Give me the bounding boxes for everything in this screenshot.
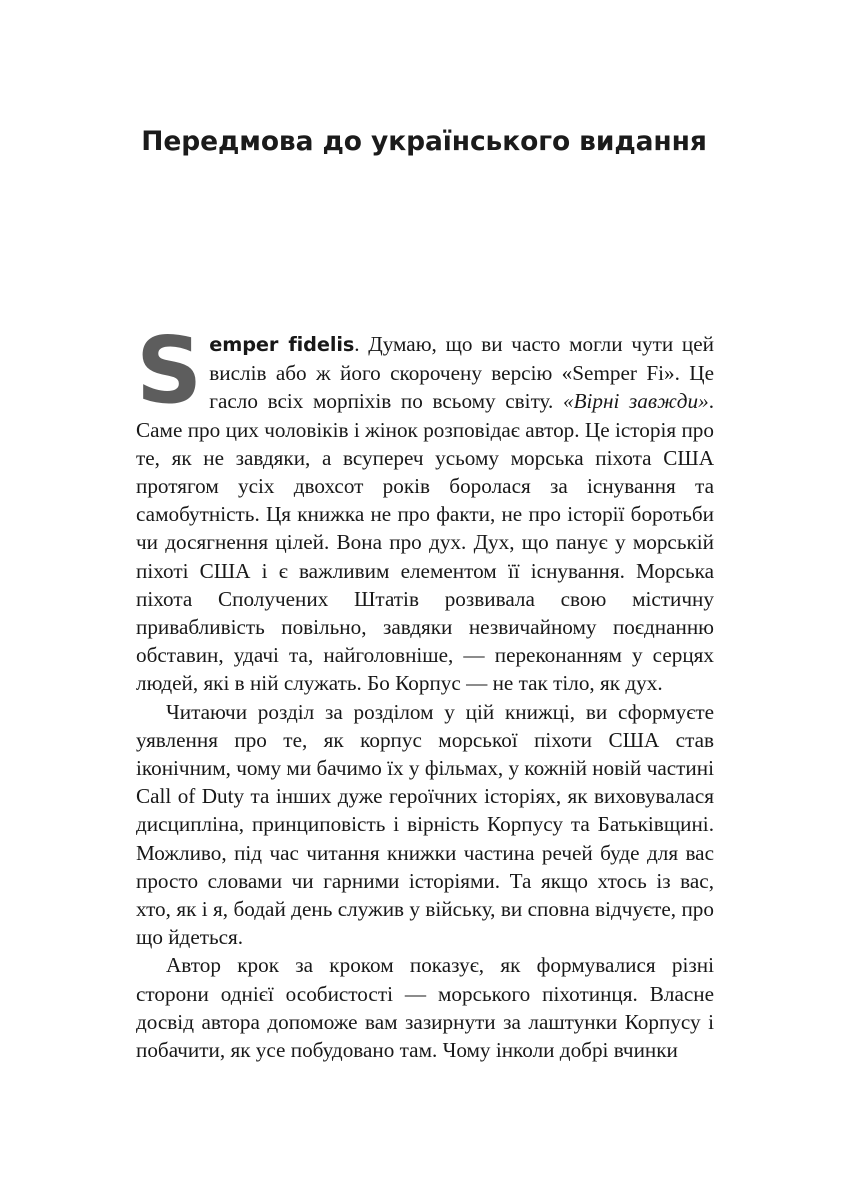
paragraph-1 bbox=[136, 317, 714, 698]
page-title: Передмова до українського видання bbox=[141, 125, 707, 157]
paragraph-2 bbox=[136, 698, 714, 952]
body-text-block bbox=[136, 317, 714, 1064]
paragraph-1-segment-3: . Саме про цих чоловіків і жінок розповідає автор. Це історія про те, як не завдяки, а всупереч усьому морська піхота США протягом усіх двохсот років боролася за існування та самобутність. Ця книжка не про факти, не про історії боротьби чи досягнення цілей. Вона про дух. Дух, що панує у морській піхоті США і є важливим елементом її існування. Морська піхота Сполучених Штатів розвивала свою містичну привабливість повільно, завдяки незвичайному поєднанню обставин, удачі та, найголовніше, — переконанням у серцях людей, які в ній служать. Бо Корпус — не так тіло, як дух. bbox=[136, 389, 714, 696]
drop-cap-letter: S bbox=[136, 317, 203, 424]
paragraph-3-text: Автор крок за кроком показує, як формувалися різні сторони однієї особистості — морського піхотинця. Власне досвід автора допоможе вам зазирнути за лаштунки Корпусу і побачити, як усе побудовано там. Чому інколи добрі вчинки bbox=[136, 953, 714, 1063]
paragraph-1-segment-1: . Думаю, що ви часто могли чути цей вислів або ж його скорочену версію «Semper Fi». Це гасло всіх морпіхів по всьому світу. bbox=[209, 332, 714, 414]
paragraph-1-italic-quote: «Вірні завжди» bbox=[562, 389, 709, 414]
paragraph-2-text: Читаючи розділ за розділом у цій книжці, ви сформуєте уявлення про те, як корпус морської піхоти США став іконічним, чому ми бачимо їх у фільмах, у кожній новій частині Call of Duty та інших дуже героїчних історіях, як виховувалася дисципліна, принциповість і вірність Корпусу та Батьківщині. Можливо, під час читання книжки частина речей буде для вас просто словами чи гарними історіями. Та якщо хтось із вас, хто, як і я, бодай день служив у війську, ви сповна відчуєте, про що йдеться. bbox=[136, 699, 714, 950]
paragraph-3 bbox=[136, 951, 714, 1064]
lead-bold-phrase: emper fidelis bbox=[209, 333, 355, 356]
